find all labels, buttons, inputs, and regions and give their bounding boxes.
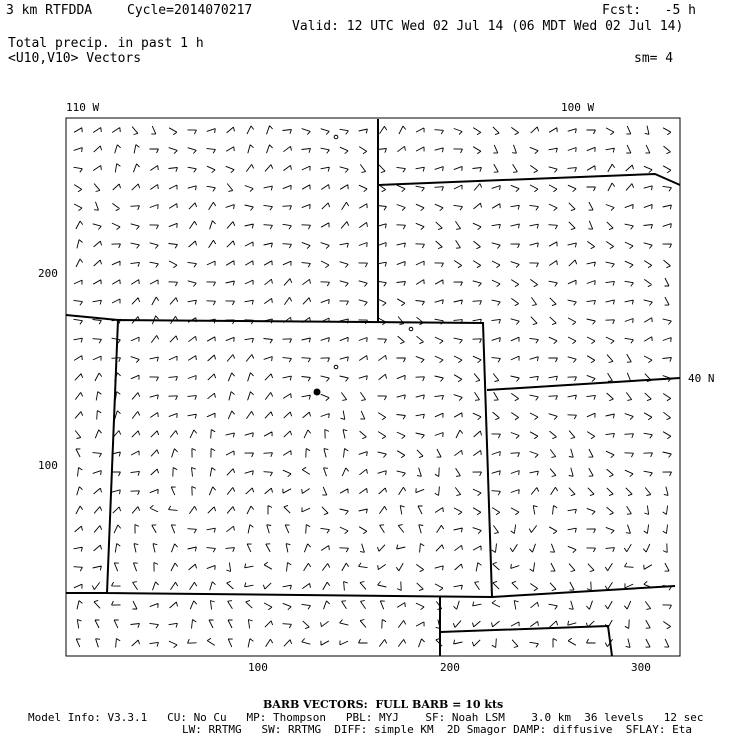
ok-ks-border	[492, 586, 675, 597]
x-tick-200: 200	[440, 661, 460, 674]
station-marker	[314, 389, 321, 396]
barb-legend: BARB VECTORS: FULL BARB = 10 kts	[263, 698, 504, 711]
map-frame	[66, 118, 680, 656]
colorado-border	[107, 320, 492, 597]
model-info-line1: Model Info: V3.3.1 CU: No Cu MP: Thompson PBL: MYJ SF: Noah LSM 3.0 km 36 levels 12 sec	[28, 711, 704, 724]
field-description: Total precip. in past 1 h	[8, 36, 204, 51]
wind-barb-field	[74, 126, 672, 648]
y-tick-200: 200	[38, 267, 58, 280]
station-marker	[334, 135, 338, 139]
ok-panhandle	[440, 626, 612, 656]
sd-ne-border	[378, 174, 680, 185]
station-marker	[409, 327, 413, 331]
ks-ne-border	[487, 378, 680, 390]
x-tick-300: 300	[631, 661, 651, 674]
y-tick-100: 100	[38, 459, 58, 472]
smoothing-label: sm= 4	[634, 51, 674, 66]
x-tick-100: 100	[248, 661, 268, 674]
cycle-label: Cycle=2014070217	[127, 3, 253, 18]
model-title: 3 km RTFDDA	[6, 3, 93, 18]
model-info-line2: LW: RRTMG SW: RRTMG DIFF: simple KM 2D Smagor DAMP: diffusive SFLAY: Eta	[182, 723, 692, 736]
lon-label-100w: 100 W	[561, 101, 595, 114]
wind-barbs	[74, 126, 672, 648]
valid-time: Valid: 12 UTC Wed 02 Jul 14 (06 MDT Wed 02 Jul 14)	[292, 19, 684, 34]
lat-label-40n: 40 N	[688, 372, 715, 385]
station-marker	[334, 365, 338, 369]
lon-label-110w: 110 W	[66, 101, 100, 114]
vector-description: <U10,V10> Vectors	[8, 51, 142, 66]
state-boundaries	[66, 119, 680, 656]
forecast-hour: Fcst: -5 h	[602, 3, 696, 18]
